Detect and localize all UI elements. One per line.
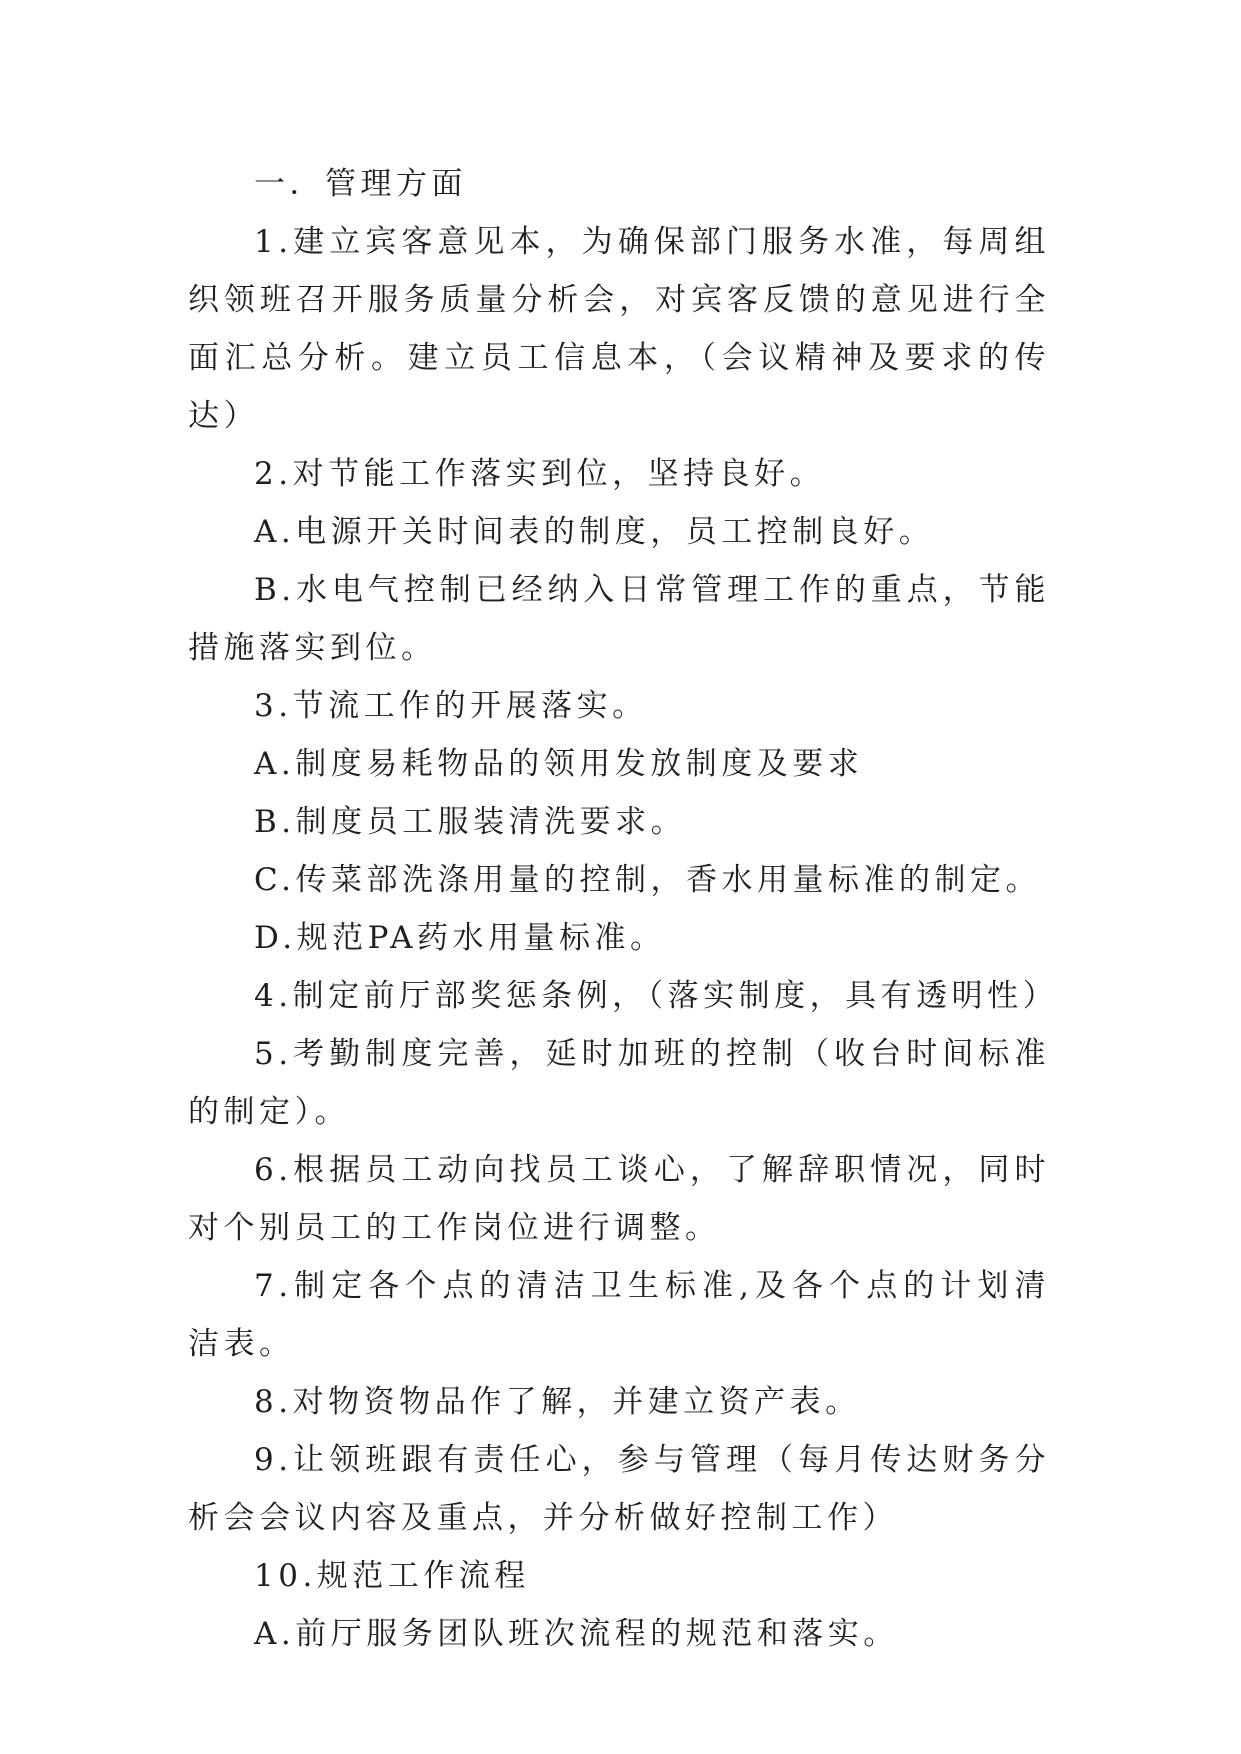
paragraph-item-3d: D.规范PA药水用量标准。 [254,920,666,956]
paragraph-item-3b: B.制度员工服装清洗要求。 [254,804,687,840]
paragraph-item-2a: A.电源开关时间表的制度，员工控制良好。 [254,514,935,550]
paragraph-item-2: 2.对节能工作落实到位，坚持良好。 [254,456,826,492]
paragraph-item-10a: A.前厅服务团队班次流程的规范和落实。 [254,1616,899,1652]
paragraph-item-3: 3.节流工作的开展落实。 [254,688,648,724]
paragraph-item-10: 10.规范工作流程 [254,1558,530,1594]
paragraph-item-9: 9.让领班跟有责任心，参与管理（每月传达财务分析会会议内容及重点，并分析做好控制工作） [188,1442,1050,1536]
paragraph-item-4: 4.制定前厅部奖惩条例，（落实制度，具有透明性） [254,978,1059,1014]
paragraph-item-1: 1.建立宾客意见本，为确保部门服务水准，每周组织领班召开服务质量分析会，对宾客反馈的意见进行全面汇总分析。建立员工信息本，（会议精神及要求的传达） [188,224,1050,434]
paragraph-item-8: 8.对物资物品作了解，并建立资产表。 [254,1384,861,1420]
paragraph-item-3a: A.制度易耗物品的领用发放制度及要求 [254,746,864,782]
paragraph-item-2b: B.水电气控制已经纳入日常管理工作的重点，节能措施落实到位。 [188,572,1050,666]
paragraph-item-3c: C.传菜部洗涤用量的控制，香水用量标准的制定。 [254,862,1041,898]
paragraph-item-7: 7.制定各个点的清洁卫生标准,及各个点的计划清洁表。 [188,1268,1050,1362]
section-heading: 一．管理方面 [254,166,467,202]
paragraph-item-5: 5.考勤制度完善，延时加班的控制（收台时间标准的制定）。 [188,1036,1050,1130]
document-body [188,155,1059,1663]
paragraph-item-6: 6.根据员工动向找员工谈心，了解辞职情况，同时对个别员工的工作岗位进行调整。 [188,1152,1050,1246]
